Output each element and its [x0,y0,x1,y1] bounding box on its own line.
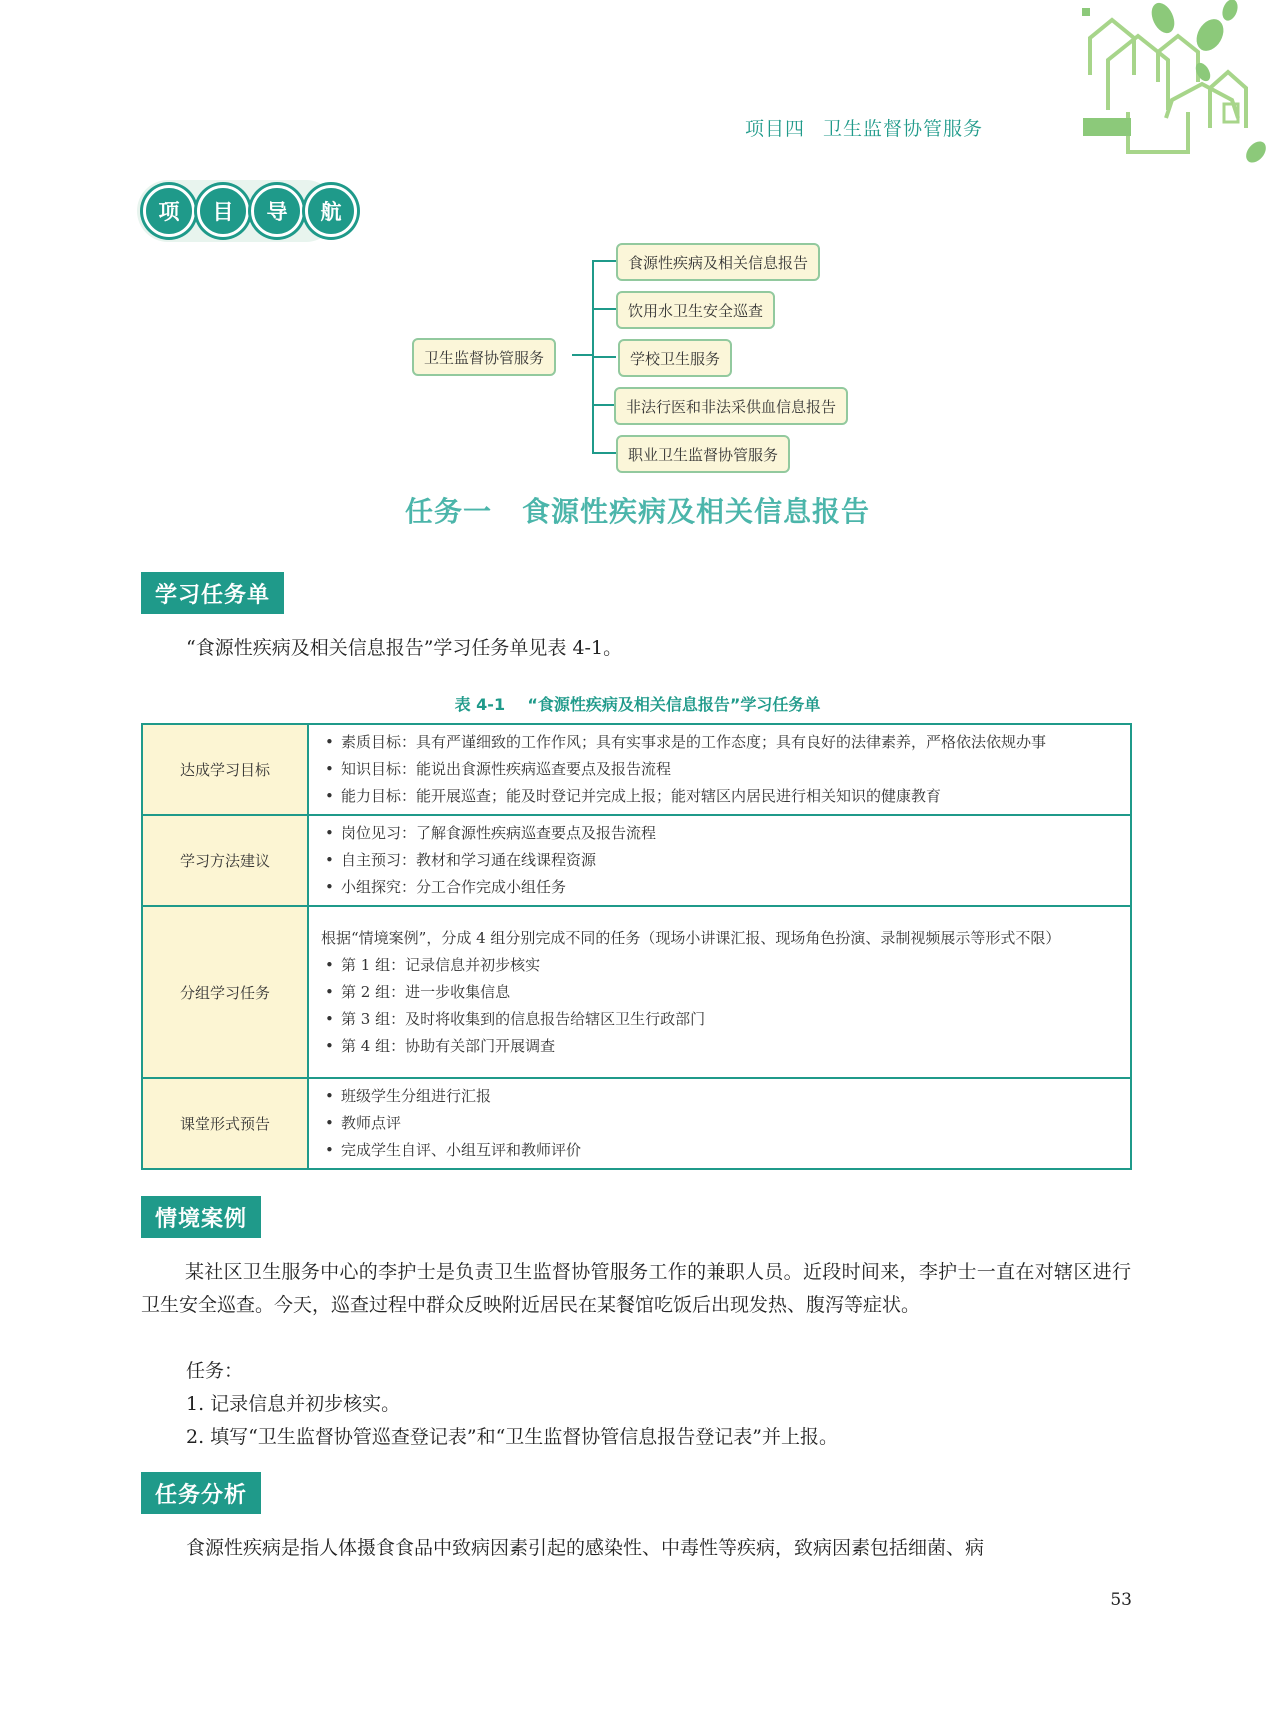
bullet-item: • 素质目标：具有严谨细致的工作作风；具有实事求是的工作态度；具有良好的法律素养，严格依法依规办事 [321,729,1122,756]
mindmap-branch: 食源性疾病及相关信息报告 [616,243,820,281]
mindmap-branch: 学校卫生服务 [618,339,732,377]
mindmap-branch-line [592,308,616,310]
section-heading-study-list: 学习任务单 [141,572,284,614]
bullet-item: • 自主预习：教材和学习通在线课程资源 [321,847,1122,874]
bullet-item: • 第 2 组：进一步收集信息 [321,979,1122,1006]
bullet-item: • 完成学生自评、小组互评和教师评价 [321,1137,1122,1164]
section-heading-case: 情境案例 [141,1196,261,1238]
bullet-item: • 第 3 组：及时将收集到的信息报告给辖区卫生行政部门 [321,1006,1122,1033]
running-header [745,114,983,141]
bullet-item: • 知识目标：能说出食源性疾病巡查要点及报告流程 [321,756,1122,783]
table-caption [0,692,1275,715]
mindmap-root: 卫生监督协管服务 [412,338,556,376]
case-task-item: 1. 记录信息并初步核实。 [186,1393,401,1415]
row-label: 分组学习任务 [142,906,308,1078]
table-row [142,1078,1131,1169]
row-label: 学习方法建议 [142,815,308,906]
mindmap-branch: 非法行医和非法采供血信息报告 [614,387,848,425]
mindmap-connector [572,354,592,356]
row-label: 课堂形式预告 [142,1078,308,1169]
header-project: 项目四 [744,118,805,140]
header-decoration [1060,0,1275,175]
table-row [142,724,1131,815]
table-caption-number: 表 4-1 [454,695,506,714]
bullet-item: • 第 4 组：协助有关部门开展调查 [321,1033,1122,1060]
row-content [308,815,1131,906]
case-task-label: 任务： [186,1360,244,1382]
page-number: 53 [1110,1590,1132,1610]
nav-char: 导 [251,185,303,237]
case-paragraph: 某社区卫生服务中心的李护士是负责卫生监督协管服务工作的兼职人员。近段时间来，李护士一直在对辖区进行卫生安全巡查。今天，巡查过程中群众反映附近居民在某餐馆吃饭后出现发热、腹泻等症状。 [141,1261,1131,1316]
nav-char: 项 [143,185,195,237]
row-intro: 根据“情境案例”，分成 4 组分别完成不同的任务（现场小讲课汇报、现场角色扮演、录制视频展示等形式不限） [321,928,1061,947]
task-title [0,490,1275,530]
analysis-paragraph: 食源性疾病是指人体摄食食品中致病因素引起的感染性、中毒性等疾病，致病因素包括细菌、病 [186,1537,985,1559]
bullet-item: • 教师点评 [321,1110,1122,1137]
bullet-item: • 第 1 组：记录信息并初步核实 [321,952,1122,979]
table-caption-title: “食源性疾病及相关信息报告”学习任务单 [527,695,821,714]
bullet-item: • 能力目标：能开展巡查；能及时登记并完成上报；能对辖区内居民进行相关知识的健康教育 [321,783,1122,810]
case-task-item: 2. 填写“卫生监督协管巡查登记表”和“卫生监督协管信息报告登记表”并上报。 [186,1426,839,1448]
project-nav [143,183,359,239]
table-row [142,906,1131,1078]
table-row [142,815,1131,906]
nav-char: 航 [305,185,357,237]
task-name: 食源性疾病及相关信息报告 [522,495,871,528]
row-content [308,906,1131,1078]
mindmap-branch-line [592,260,616,262]
row-content [308,724,1131,815]
header-accent-bar [1083,118,1131,136]
mindmap-branch-line [592,356,616,358]
bullet-item: • 班级学生分组进行汇报 [321,1083,1122,1110]
bullet-item: • 小组探究：分工合作完成小组任务 [321,874,1122,901]
section-heading-analysis: 任务分析 [141,1472,261,1514]
header-title: 卫生监督协管服务 [822,118,983,140]
bullet-item: • 岗位见习：了解食源性疾病巡查要点及报告流程 [321,820,1122,847]
intro-paragraph: “食源性疾病及相关信息报告”学习任务单见表 4-1。 [186,637,623,659]
mindmap-branch: 职业卫生监督协管服务 [616,435,790,473]
row-content [308,1078,1131,1169]
mindmap-branch: 饮用水卫生安全巡查 [616,291,775,329]
study-task-table [141,723,1132,1170]
task-number: 任务一 [404,495,492,528]
mindmap-branch-line [592,404,616,406]
mindmap-branch-line [592,452,616,454]
row-label: 达成学习目标 [142,724,308,815]
nav-char: 目 [197,185,249,237]
